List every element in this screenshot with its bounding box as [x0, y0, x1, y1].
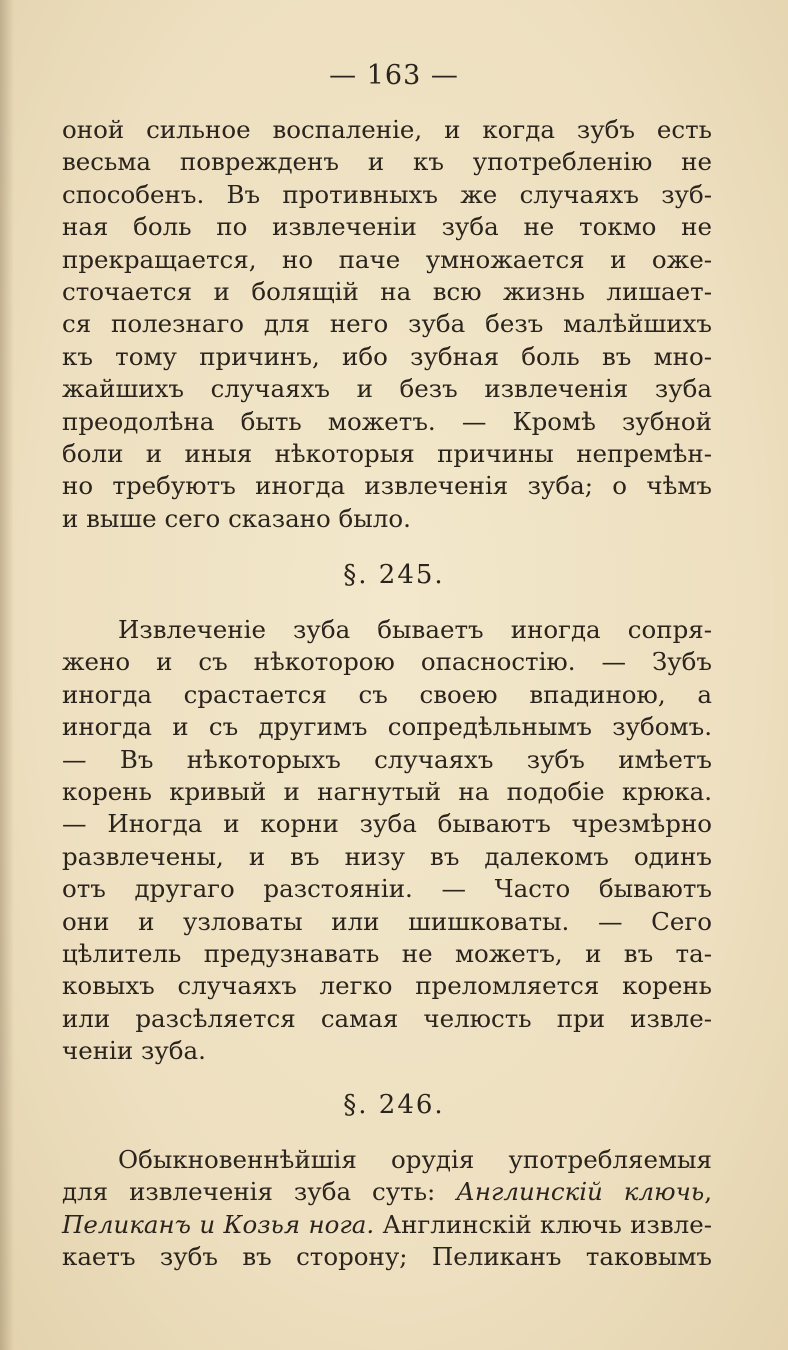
text-line: или разсѣляется самая челюсть при извле-	[62, 1003, 712, 1033]
text-line: боли и иныя нѣкоторыя причины непремѣн-	[62, 438, 712, 468]
text-line: цѣлитель предузнавать не можетъ, и въ та-	[62, 938, 712, 968]
text-run: ,	[704, 1177, 712, 1207]
text-line: ная боль по извлеченіи зуба не токмо не	[62, 212, 712, 242]
text-line: иногда срастается съ своею впадиною, а	[62, 679, 712, 709]
text-run: Англинскій ключь извле-	[374, 1209, 712, 1239]
text-line: преодолѣна быть можетъ. — Кромѣ зубной	[62, 406, 712, 436]
text-line: каетъ зубъ въ сторону; Пеликанъ таковымъ	[62, 1242, 712, 1272]
section-heading-245: §. 245.	[343, 560, 445, 590]
text-line: способенъ. Въ противныхъ же случаяхъ зуб-	[62, 179, 712, 209]
text-line: отъ другаго разстояніи. — Часто бываютъ	[62, 874, 712, 904]
text-line: жайшихъ случаяхъ и безъ извлеченія зуба	[62, 374, 712, 404]
text-line: оной сильное воспаленіе, и когда зубъ есть	[62, 115, 712, 144]
section-heading-246: §. 246.	[343, 1090, 445, 1120]
text-line: Обыкновеннѣйшія орудія употребляемыя	[118, 1145, 712, 1174]
italic-term: Англинскій ключь	[456, 1177, 705, 1207]
page-number: — 163 —	[329, 60, 459, 91]
text-line: прекращается, но паче умножается и оже-	[62, 244, 712, 274]
text-line	[62, 1176, 712, 1208]
text-run: для извлеченія зуба суть:	[62, 1177, 457, 1207]
section-245-paragraph	[62, 614, 712, 1067]
text-line: корень кривый и нагнутый на подобіе крюка.	[62, 776, 712, 806]
text-line: жено и съ нѣкоторою опасностію. — Зубъ	[62, 647, 712, 677]
text-line: — Иногда и корни зуба бываютъ чрезмѣрно	[62, 809, 712, 839]
text-line: развлечены, и въ низу въ далекомъ одинъ	[62, 841, 712, 871]
text-line: ся полезнаго для него зуба безъ малѣйшихъ	[62, 309, 712, 339]
text-line: Извлеченіе зуба бываетъ иногда сопря-	[118, 615, 712, 644]
text-line: и выше сего сказано было.	[62, 503, 411, 533]
text-line: иногда и съ другимъ сопредѣльнымъ зубомъ.	[62, 712, 712, 742]
text-line: сточается и болящій на всю жизнь лишает-	[62, 276, 712, 306]
text-line: ченіи зуба.	[62, 1036, 206, 1066]
italic-term: Пеликанъ и Козья нога.	[62, 1209, 375, 1239]
text-line: — Въ нѣкоторыхъ случаяхъ зубъ имѣетъ	[62, 744, 712, 774]
text-line: ковыхъ случаяхъ легко преломляется корень	[62, 971, 712, 1001]
text-line: весьма поврежденъ и къ употребленію не	[62, 147, 712, 177]
section-246-paragraph	[62, 1144, 712, 1274]
text-line: они и узловаты или шишковаты. — Сего	[62, 906, 712, 936]
text-line: къ тому причинъ, ибо зубная боль въ мно-	[62, 341, 712, 371]
text-line: но требуютъ иногда извлеченія зуба; о чѣмъ	[62, 471, 712, 501]
continued-paragraph	[62, 114, 712, 535]
text-line	[62, 1209, 712, 1241]
